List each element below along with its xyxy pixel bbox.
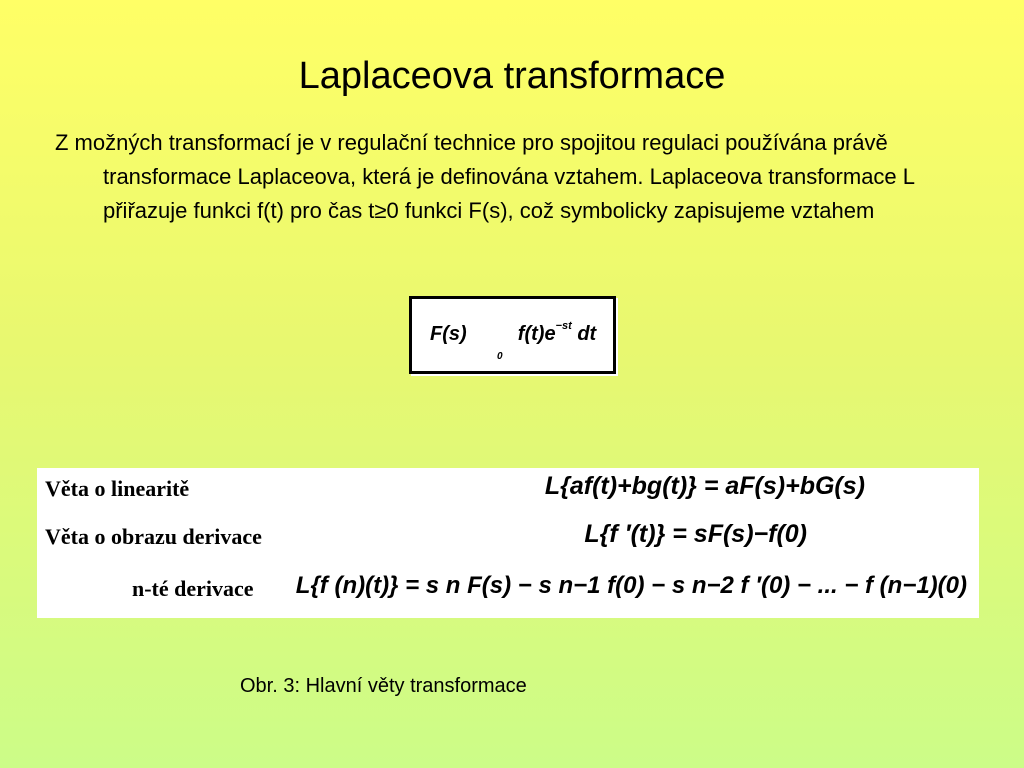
laplace-definition-formula <box>409 296 616 374</box>
formula-lower-limit: 0 <box>497 351 503 362</box>
theorem-formula: L{f ′(t)} = sF(s)−f(0) <box>584 520 807 548</box>
formula-exponent: −st <box>555 320 572 333</box>
figure-caption: Obr. 3: Hlavní věty transformace <box>240 675 527 697</box>
body-paragraph: Z možných transformací je v regulační technice pro spojitou regulaci používána právě transformace Laplaceova, která je definována vztahem. Laplaceova transformace L přiřazuje funkci f(t) pro čas t≥0 funkci F(s), což symbolicky zapisujeme vztahem <box>55 130 915 223</box>
formula-integrand: f(t)e <box>517 323 556 345</box>
theorem-row-linearity <box>37 472 979 512</box>
theorem-formula: L{af(t)+bg(t)} = aF(s)+bG(s) <box>544 472 865 500</box>
formula-lhs: F(s) <box>430 323 467 345</box>
slide-title: Laplaceova transformace <box>298 55 726 97</box>
theorem-name: Věta o obrazu derivace <box>45 524 262 549</box>
formula-differential: dt <box>577 323 597 345</box>
theorem-formula: L{f (n)(t)} = s n F(s) − s n−1 f(0) − s n−2 f ′(0) − ... − f (n−1)(0) <box>295 572 967 599</box>
theorem-row-derivative <box>37 520 979 560</box>
theorem-name: Věta o linearitě <box>45 476 190 501</box>
theorem-row-nth-derivative <box>37 572 979 612</box>
theorems-panel <box>37 468 979 618</box>
theorem-name: n-té derivace <box>132 576 254 601</box>
